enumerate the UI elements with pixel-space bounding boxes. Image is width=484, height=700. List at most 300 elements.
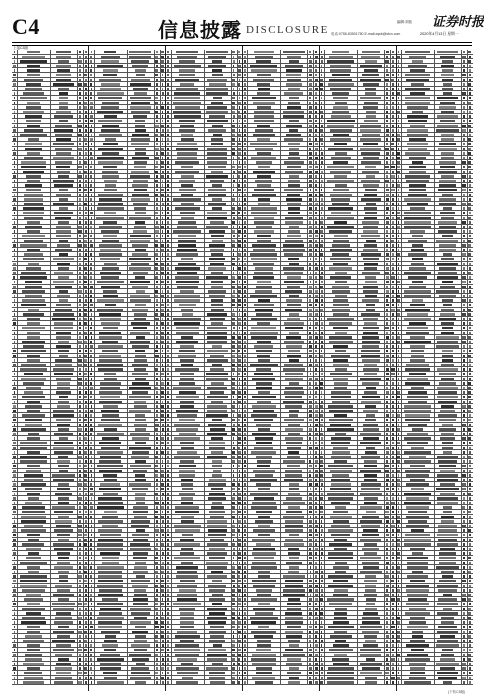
table-cell-text bbox=[156, 410, 158, 412]
table-cell-text bbox=[469, 281, 471, 283]
table-cell-text bbox=[167, 189, 169, 191]
table-cell-text bbox=[238, 585, 240, 587]
table-cell-text bbox=[176, 51, 198, 53]
table-cell-text bbox=[463, 207, 466, 209]
table-cell-text bbox=[130, 543, 150, 545]
table-cell-text bbox=[232, 345, 235, 347]
table-cell-text bbox=[398, 405, 400, 407]
table-cell-text bbox=[321, 534, 323, 536]
table-cell-text bbox=[253, 263, 274, 265]
table-cell-text bbox=[365, 681, 377, 683]
table-cell-text bbox=[90, 226, 92, 228]
table-cell-text bbox=[91, 552, 93, 554]
table-cell-text bbox=[252, 194, 276, 196]
table-cell-text bbox=[310, 451, 312, 453]
table-cell-text bbox=[134, 617, 148, 619]
table-cell-text bbox=[167, 226, 169, 228]
table-cell-text bbox=[90, 631, 92, 633]
table-cell-text bbox=[289, 644, 298, 646]
table-cell-text bbox=[132, 437, 149, 439]
table-cell-text bbox=[91, 161, 93, 163]
table-cell-text bbox=[167, 511, 169, 513]
table-cell-text bbox=[212, 69, 221, 71]
table-cell-text bbox=[438, 589, 456, 591]
table-cell-text bbox=[53, 313, 74, 315]
table-cell-text bbox=[392, 152, 395, 154]
table-cell-text bbox=[309, 378, 311, 380]
table-cell-text bbox=[392, 649, 395, 651]
table-cell-text bbox=[462, 276, 465, 278]
table-cell-text bbox=[79, 313, 81, 315]
table-cell-text bbox=[211, 138, 223, 140]
table-cell-text bbox=[285, 617, 303, 619]
table-cell-text bbox=[132, 244, 148, 246]
table-cell-text bbox=[468, 617, 471, 619]
table-cell-text bbox=[463, 557, 465, 559]
table-cell-text bbox=[315, 534, 318, 536]
table-cell-text bbox=[392, 327, 394, 329]
table-cell-text bbox=[167, 470, 169, 472]
table-cell-text bbox=[167, 69, 169, 71]
table-cell-text bbox=[238, 350, 240, 352]
table-cell-text bbox=[233, 663, 235, 665]
table-cell-text bbox=[206, 667, 228, 669]
table-cell-text bbox=[21, 304, 46, 306]
table-cell-text bbox=[397, 414, 400, 416]
table-cell-text bbox=[441, 157, 454, 159]
table-cell-text bbox=[90, 502, 92, 504]
table-cell-text bbox=[469, 134, 471, 136]
table-cell-text bbox=[14, 88, 16, 90]
table-cell-text bbox=[156, 143, 158, 145]
table-cell-text bbox=[79, 263, 81, 265]
table-cell-text bbox=[135, 562, 146, 564]
table-cell-text bbox=[392, 543, 394, 545]
table-cell-text bbox=[315, 470, 318, 472]
table-cell-text bbox=[90, 60, 92, 62]
table-cell-text bbox=[232, 488, 234, 490]
table-cell-text bbox=[161, 410, 163, 412]
table-cell-text bbox=[167, 336, 170, 338]
table-cell-text bbox=[442, 575, 453, 577]
table-cell-text bbox=[407, 106, 427, 108]
table-cell-text bbox=[209, 589, 226, 591]
table-cell-text bbox=[442, 281, 453, 283]
column-separator bbox=[319, 46, 320, 691]
table-cell-text bbox=[85, 608, 87, 610]
table-cell-text bbox=[232, 433, 234, 435]
table-cell-text bbox=[250, 493, 278, 495]
table-cell-text bbox=[469, 74, 471, 76]
table-cell-text bbox=[288, 433, 300, 435]
table-cell-text bbox=[14, 401, 16, 403]
table-cell-text bbox=[162, 447, 164, 449]
table-cell-text bbox=[135, 442, 146, 444]
table-cell-text bbox=[57, 405, 69, 407]
table-cell-text bbox=[161, 69, 164, 71]
table-cell-text bbox=[385, 327, 388, 329]
table-cell-text bbox=[232, 299, 235, 301]
table-cell-text bbox=[91, 640, 93, 642]
table-cell-text bbox=[90, 267, 92, 269]
table-cell-text bbox=[136, 575, 145, 577]
table-cell-text bbox=[256, 60, 271, 62]
table-cell-text bbox=[207, 148, 226, 150]
table-cell-text bbox=[469, 552, 471, 554]
table-cell-text bbox=[238, 65, 241, 67]
table-cell-text bbox=[13, 226, 16, 228]
table-cell-text bbox=[167, 368, 169, 370]
table-cell-text bbox=[320, 79, 323, 81]
table-cell-text bbox=[315, 97, 317, 99]
table-cell-text bbox=[21, 428, 46, 430]
table-cell-text bbox=[58, 456, 68, 458]
table-cell-text bbox=[386, 437, 388, 439]
table-cell-text bbox=[469, 539, 471, 541]
table-cell-text bbox=[131, 322, 150, 324]
table-cell-text bbox=[167, 557, 169, 559]
table-cell-text bbox=[91, 672, 93, 674]
table-cell-text bbox=[469, 506, 471, 508]
table-cell-text bbox=[321, 226, 323, 228]
table-cell-text bbox=[441, 516, 453, 518]
table-cell-text bbox=[398, 83, 400, 85]
table-cell-text bbox=[167, 516, 169, 518]
table-cell-text bbox=[361, 350, 380, 352]
table-cell-text bbox=[79, 424, 81, 426]
table-cell-text bbox=[238, 460, 240, 462]
table-cell-text bbox=[233, 60, 235, 62]
table-cell-text bbox=[363, 230, 379, 232]
table-cell-text bbox=[439, 428, 457, 430]
table-cell-text bbox=[104, 378, 117, 380]
table-cell-text bbox=[409, 608, 427, 610]
table-cell-text bbox=[91, 111, 93, 113]
table-cell-text bbox=[13, 286, 15, 288]
table-cell-text bbox=[162, 654, 164, 656]
table-cell-text bbox=[284, 281, 304, 283]
table-cell-text bbox=[177, 658, 198, 660]
table-cell-text bbox=[309, 626, 312, 628]
table-cell-text bbox=[321, 575, 323, 577]
table-cell-text bbox=[162, 681, 164, 683]
table-cell-text bbox=[398, 175, 400, 177]
table-cell-text bbox=[161, 571, 164, 573]
table-cell-text bbox=[397, 516, 399, 518]
table-cell-text bbox=[244, 102, 246, 104]
table-cell-text bbox=[238, 552, 241, 554]
table-cell-text bbox=[463, 410, 465, 412]
table-cell-text bbox=[315, 516, 317, 518]
table-cell-text bbox=[392, 460, 394, 462]
table-cell-text bbox=[360, 649, 381, 651]
table-cell-text bbox=[27, 631, 40, 633]
table-cell-text bbox=[232, 497, 234, 499]
table-cell-text bbox=[79, 548, 81, 550]
table-cell-text bbox=[161, 631, 164, 633]
table-cell-text bbox=[174, 456, 199, 458]
table-cell-text bbox=[335, 281, 347, 283]
table-cell-text bbox=[244, 382, 246, 384]
table-cell-text bbox=[436, 240, 458, 242]
table-cell-text bbox=[410, 479, 426, 481]
table-cell-text bbox=[134, 401, 146, 403]
table-cell-text bbox=[90, 106, 93, 108]
table-cell-text bbox=[85, 557, 87, 559]
table-cell-text bbox=[398, 203, 400, 205]
table-cell-text bbox=[250, 65, 277, 67]
table-cell-text bbox=[22, 299, 45, 301]
table-cell-text bbox=[392, 667, 394, 669]
table-cell-text bbox=[134, 226, 146, 228]
table-cell-text bbox=[392, 575, 394, 577]
table-cell-text bbox=[162, 598, 164, 600]
table-cell-text bbox=[250, 617, 278, 619]
table-cell-text bbox=[335, 350, 346, 352]
table-cell-text bbox=[244, 575, 246, 577]
table-cell-text bbox=[79, 391, 81, 393]
table-cell-text bbox=[386, 171, 388, 173]
table-cell-text bbox=[360, 493, 382, 495]
table-cell-text bbox=[392, 161, 394, 163]
table-cell-text bbox=[443, 511, 452, 513]
table-cell-text bbox=[167, 281, 169, 283]
table-cell-text bbox=[331, 115, 351, 117]
table-cell-text bbox=[392, 465, 394, 467]
table-cell-text bbox=[133, 506, 148, 508]
table-cell-text bbox=[254, 447, 273, 449]
table-cell-text bbox=[321, 281, 323, 283]
table-cell-text bbox=[386, 649, 388, 651]
table-cell-text bbox=[469, 414, 471, 416]
table-cell-text bbox=[463, 631, 466, 633]
table-cell-text bbox=[244, 74, 246, 76]
table-cell-text bbox=[167, 681, 170, 683]
table-cell-text bbox=[28, 138, 40, 140]
table-cell-text bbox=[90, 419, 92, 421]
table-cell-text bbox=[288, 598, 300, 600]
table-cell-text bbox=[315, 345, 317, 347]
table-cell-text bbox=[238, 571, 240, 573]
table-cell-text bbox=[211, 309, 224, 311]
table-cell-text bbox=[78, 83, 81, 85]
table-cell-text bbox=[392, 56, 395, 58]
table-cell-text bbox=[56, 230, 71, 232]
table-cell-text bbox=[135, 414, 145, 416]
table-cell-text bbox=[58, 571, 69, 573]
table-cell-text bbox=[469, 184, 471, 186]
table-cell-text bbox=[258, 359, 271, 361]
table-cell-text bbox=[257, 175, 271, 177]
table-cell-text bbox=[179, 350, 194, 352]
table-cell-text bbox=[90, 83, 92, 85]
table-cell-text bbox=[132, 631, 148, 633]
table-cell-text bbox=[244, 391, 246, 393]
table-cell-text bbox=[84, 313, 87, 315]
table-cell-text bbox=[362, 534, 379, 536]
table-cell-text bbox=[134, 318, 146, 320]
table-cell-text bbox=[288, 350, 300, 352]
table-cell-text bbox=[283, 516, 304, 518]
table-cell-text bbox=[364, 497, 378, 499]
table-cell-text bbox=[79, 437, 82, 439]
table-cell-text bbox=[232, 318, 234, 320]
table-cell-text bbox=[156, 506, 158, 508]
table-cell-text bbox=[468, 654, 471, 656]
table-cell-text bbox=[84, 322, 87, 324]
table-cell-text bbox=[392, 483, 394, 485]
table-cell-text bbox=[239, 534, 241, 536]
table-cell-text bbox=[101, 106, 119, 108]
table-cell-text bbox=[129, 51, 151, 53]
table-cell-text bbox=[463, 322, 466, 324]
table-cell-text bbox=[209, 258, 225, 260]
table-cell-text bbox=[361, 525, 380, 527]
table-cell-text bbox=[315, 332, 317, 334]
table-cell-text bbox=[244, 493, 246, 495]
table-cell-text bbox=[244, 125, 246, 127]
table-cell-text bbox=[315, 589, 318, 591]
table-cell-text bbox=[56, 152, 71, 154]
table-cell-text bbox=[212, 240, 223, 242]
table-cell-text bbox=[386, 681, 388, 683]
table-cell-text bbox=[55, 309, 73, 311]
table-cell-text bbox=[79, 309, 81, 311]
table-cell-text bbox=[288, 102, 300, 104]
table-cell-text bbox=[309, 336, 312, 338]
table-cell-text bbox=[244, 341, 246, 343]
table-cell-text bbox=[289, 534, 299, 536]
table-cell-text bbox=[253, 276, 274, 278]
table-cell-text bbox=[167, 608, 169, 610]
table-divider bbox=[357, 50, 358, 685]
table-cell-text bbox=[79, 562, 81, 564]
table-cell-text bbox=[462, 203, 465, 205]
table-cell-text bbox=[78, 497, 82, 499]
table-cell-text bbox=[13, 433, 15, 435]
table-cell-text bbox=[134, 189, 147, 191]
table-cell-text bbox=[469, 534, 471, 536]
table-cell-text bbox=[386, 304, 389, 306]
table-cell-text bbox=[321, 152, 323, 154]
table-cell-text bbox=[167, 387, 170, 389]
table-divider bbox=[237, 50, 238, 685]
table-divider bbox=[231, 50, 232, 685]
table-cell-text bbox=[162, 663, 164, 665]
table-cell-text bbox=[209, 548, 225, 550]
table-cell-text bbox=[167, 97, 169, 99]
table-cell-text bbox=[315, 428, 317, 430]
table-cell-text bbox=[321, 74, 323, 76]
table-cell-text bbox=[156, 552, 158, 554]
table-cell-text bbox=[244, 557, 246, 559]
table-cell-text bbox=[284, 189, 303, 191]
table-cell-text bbox=[162, 129, 164, 131]
table-cell-text bbox=[244, 405, 247, 407]
table-cell-text bbox=[84, 488, 87, 490]
table-cell-text bbox=[181, 520, 194, 522]
table-cell-text bbox=[177, 226, 196, 228]
table-cell-text bbox=[130, 608, 151, 610]
table-cell-text bbox=[84, 543, 87, 545]
table-cell-text bbox=[211, 437, 224, 439]
table-cell-text bbox=[156, 451, 159, 453]
table-cell-text bbox=[437, 479, 458, 481]
table-cell-text bbox=[244, 115, 246, 117]
table-cell-text bbox=[132, 364, 148, 366]
table-cell-text bbox=[410, 465, 424, 467]
table-cell-text bbox=[130, 175, 150, 177]
table-cell-text bbox=[84, 603, 87, 605]
table-cell-text bbox=[469, 212, 471, 214]
table-cell-text bbox=[365, 589, 375, 591]
table-cell-text bbox=[315, 442, 317, 444]
table-cell-text bbox=[321, 115, 323, 117]
table-cell-text bbox=[407, 654, 428, 656]
table-cell-text bbox=[315, 286, 317, 288]
table-cell-text bbox=[397, 631, 399, 633]
table-cell-text bbox=[167, 649, 169, 651]
table-cell-text bbox=[468, 138, 471, 140]
table-cell-text bbox=[99, 198, 122, 200]
table-cell-text bbox=[134, 359, 147, 361]
table-cell-text bbox=[14, 258, 16, 260]
table-cell-text bbox=[315, 189, 317, 191]
table-cell-text bbox=[79, 115, 81, 117]
table-cell-text bbox=[162, 552, 164, 554]
table-cell-text bbox=[101, 230, 119, 232]
table-cell-text bbox=[57, 534, 71, 536]
table-cell-text bbox=[233, 470, 235, 472]
table-cell-text bbox=[210, 318, 225, 320]
table-cell-text bbox=[398, 97, 400, 99]
table-cell-text bbox=[321, 180, 323, 182]
table-cell-text bbox=[57, 488, 71, 490]
table-cell-text bbox=[20, 460, 46, 462]
table-cell-text bbox=[233, 249, 235, 251]
table-cell-text bbox=[175, 106, 200, 108]
table-cell-text bbox=[79, 286, 82, 288]
table-cell-text bbox=[386, 74, 389, 76]
table-cell-text bbox=[289, 557, 299, 559]
table-cell-text bbox=[238, 345, 240, 347]
table-cell-text bbox=[244, 539, 246, 541]
table-cell-text bbox=[440, 493, 456, 495]
table-cell-text bbox=[232, 456, 235, 458]
table-cell-text bbox=[79, 212, 81, 214]
table-cell-text bbox=[408, 424, 428, 426]
table-cell-text bbox=[469, 322, 471, 324]
table-cell-text bbox=[462, 483, 466, 485]
table-cell-text bbox=[333, 134, 349, 136]
table-cell-text bbox=[283, 654, 305, 656]
table-cell-text bbox=[321, 585, 323, 587]
table-cell-text bbox=[328, 529, 353, 531]
table-cell-text bbox=[407, 557, 429, 559]
table-cell-text bbox=[406, 180, 428, 182]
table-cell-text bbox=[439, 318, 455, 320]
table-cell-text bbox=[162, 240, 164, 242]
table-cell-text bbox=[309, 240, 313, 242]
table-cell-text bbox=[244, 157, 247, 159]
table-cell-text bbox=[404, 198, 431, 200]
table-cell-text bbox=[253, 608, 274, 610]
table-cell-text bbox=[57, 263, 70, 265]
table-cell-text bbox=[14, 111, 16, 113]
table-cell-text bbox=[59, 580, 68, 582]
table-cell-text bbox=[244, 65, 246, 67]
table-cell-text bbox=[59, 106, 69, 108]
